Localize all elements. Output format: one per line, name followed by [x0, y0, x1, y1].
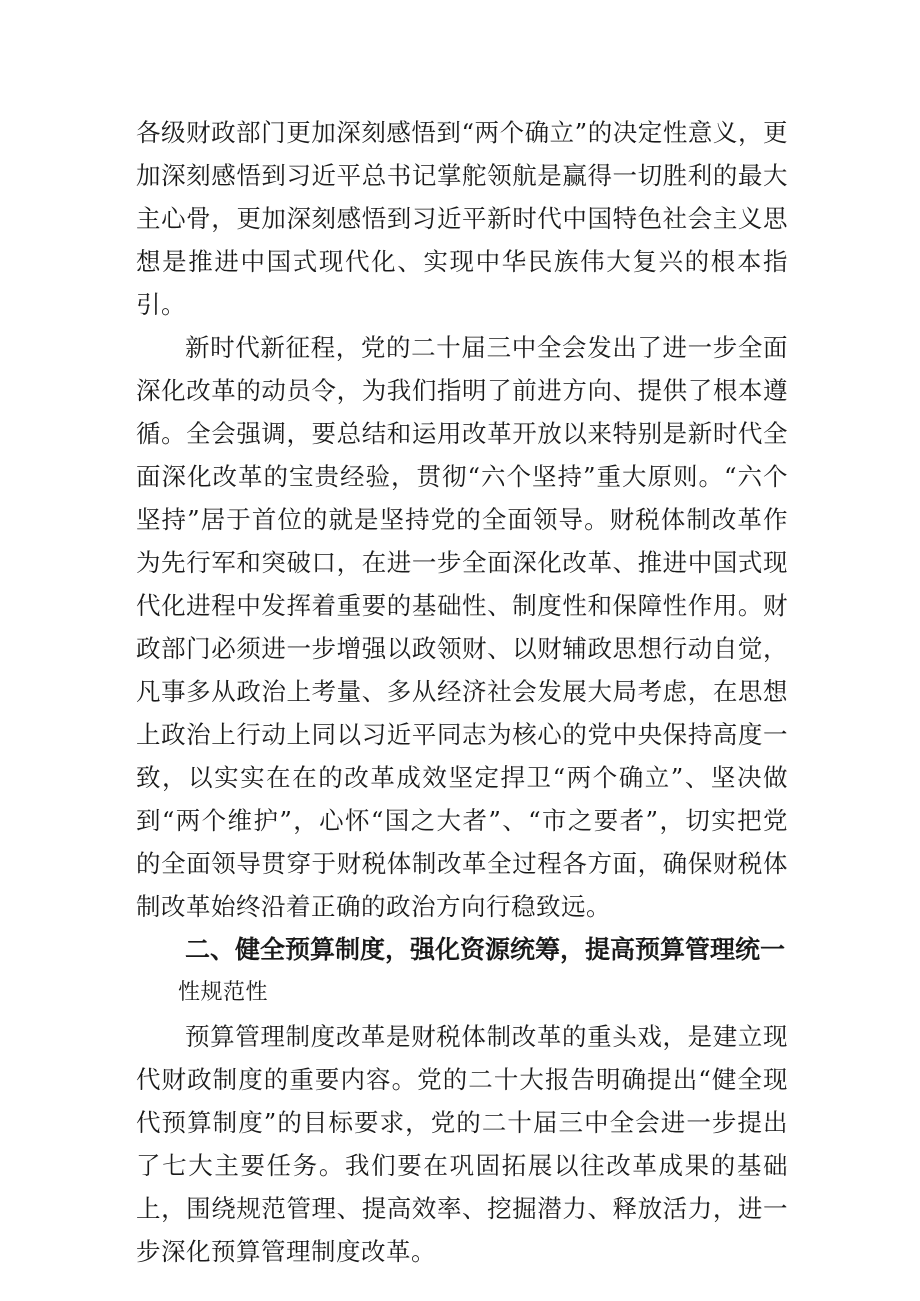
- paragraph-budget-reform: 预算管理制度改革是财税体制改革的重头戏，是建立现代财政制度的重要内容。党的二十大报告明确提出“健全现代预算制度”的目标要求，党的二十届三中全会进一步提出了七大主要任务。我们要在巩固拓展以往改革成果的基础上，围绕规范管理、提高效率、挖掘潜力、释放活力，进一步深化预算管理制度改革。: [136, 1022, 788, 1266]
- section-heading: 二、健全预算制度，强化资源统筹，提高预算管理统一: [185, 935, 786, 964]
- paragraph-continuation: 各级财政部门更加深刻感悟到“两个确立”的决定性意义，更加深刻感悟到习近平总书记掌舵领航是赢得一切胜利的最大主心骨，更加深刻感悟到习近平新时代中国特色社会主义思想是推进中国式现代化、实现中华民族伟大复兴的根本指引。: [136, 118, 788, 319]
- section-heading-continuation: 性规范性: [178, 980, 269, 1005]
- paragraph-reform-leadership: 新时代新征程，党的二十届三中全会发出了进一步全面深化改革的动员令，为我们指明了前进方向、提供了根本遵循。全会强调，要总结和运用改革开放以来特别是新时代全面深化改革的宝贵经验，贯彻“六个坚持”重大原则。“六个坚持”居于首位的就是坚持党的全面领导。财税体制改革作为先行军和突破口，在进一步全面深化改革、推进中国式现代化进程中发挥着重要的基础性、制度性和保障性作用。财政部门必须进一步增强以政领财、以财辅政思想行动自觉，凡事多从政治上考量、多从经济社会发展大局考虑，在思想上政治上行动上同以习近平同志为核心的党中央保持高度一致，以实实在在的改革成效坚定捍卫“两个确立”、坚决做到“两个维护”，心怀“国之大者”、“市之要者”，切实把党的全面领导贯穿于财税体制改革全过程各方面，确保财税体制改革始终沿着正确的政治方向行稳致远。: [136, 333, 788, 921]
- document-body: [136, 111, 788, 1273]
